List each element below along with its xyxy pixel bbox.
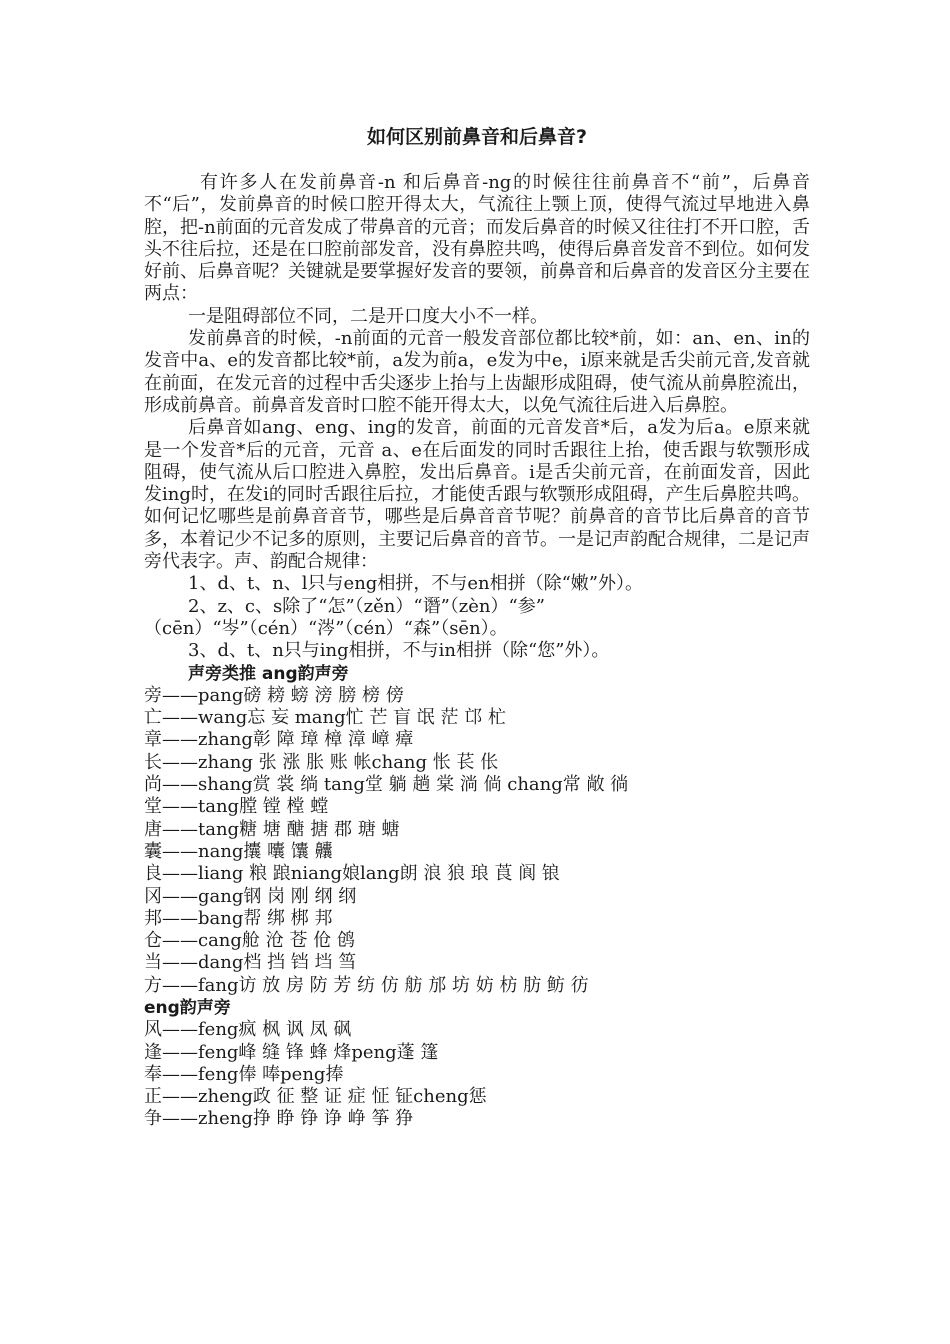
intro-paragraph: 有许多人在发前鼻音-n 和后鼻音-ng的时候往往前鼻音不“前”，后鼻音不“后”，发前鼻音的时候口腔开得太大，气流往上颚上顶，使得气流过早地进入鼻腔，把-n前面的元音发成了带鼻音的元音；而发后鼻音的时候又往往打不开口腔，舌头不往后拉，还是在口腔前部发音，没有鼻腔共鸣，使得后鼻音发音不到位。如何发好前、后鼻音呢？关键就是要掌握好发音的要领，前鼻音和后鼻音的发音区分主要在两点： (144, 172, 810, 305)
rule-3: 3、d、t、n只与ing相拼，不与in相拼（除“您”外）。 (188, 640, 610, 662)
list-item: 冈——gang钢 岗 刚 纲 纲 (144, 885, 357, 907)
list-item: 章——zhang彰 障 璋 樟 漳 嶂 瘴 (144, 729, 414, 751)
front-nasal-paragraph: 发前鼻音的时候，-n前面的元音一般发音部位都比较*前，如：an、en、in的发音中a、e的发音都比较*前，a发为前a，e发为中e，i原来就是舌尖前元音,发音就在前面，在发元音的过程中舌尖逐步上抬与上齿龈形成阻碍，使气流从前鼻腔流出，形成前鼻音。前鼻音发音时口腔不能开得太大，以免气流往后进入后鼻腔。 (144, 328, 810, 416)
rule-2: 2、z、c、s除了“怎”（zěn）“谮”（zèn）“参” (188, 595, 545, 617)
list-item: 正——zheng政 征 整 证 症 怔 钲cheng惩 (144, 1086, 487, 1108)
list-item: 亡——wang忘 妄 mang忙 芒 盲 氓 茫 邙 杧 (144, 707, 506, 729)
document-page (144, 124, 810, 1131)
back-nasal-paragraph: 后鼻音如ang、eng、ing的发音，前面的元音发音*后，a发为后a。e原来就是一个发音*后的元音，元音 a、e在后面发的同时舌跟往上抬，使舌跟与软颚形成阻碍，使气流从后口腔进入鼻腔，发出后鼻音。i是舌尖前元音，在前面发音，因此发ing时，在发i的同时舌跟往后拉，才能使舌跟与软颚形成阻碍，产生后鼻腔共鸣。如何记忆哪些是前鼻音音节，哪些是后鼻音音节呢？前鼻音的音节比后鼻音的音节多，本着记少不记多的原则，主要记后鼻音的音节。一是记声韵配合规律，二是记声旁代表字。声、韵配合规律： (144, 417, 810, 573)
list-item: 仓——cang舱 沧 苍 伧 鸧 (144, 930, 355, 952)
two-points-paragraph: 一是阻碍部位不同，二是开口度大小不一样。 (188, 305, 548, 327)
list-item: 争——zheng挣 睁 铮 诤 峥 筝 狰 (144, 1108, 414, 1130)
list-item: 风——feng疯 枫 讽 凤 砜 (144, 1019, 352, 1041)
eng-section-heading: eng韵声旁 (144, 997, 231, 1018)
rule-1: 1、d、t、n、l只与eng相拼，不与en相拼（除“嫩”外）。 (188, 573, 643, 595)
list-item: 方——fang访 放 房 防 芳 纺 仿 舫 邡 坊 妨 枋 肪 鲂 彷 (144, 974, 589, 996)
ang-section-heading: 声旁类推 ang韵声旁 (188, 663, 349, 684)
rule-2-continued: （cēn）“岑”（cén）“涔”（cén）“森”（sēn）。 (144, 617, 508, 639)
list-item: 旁——pang磅 耪 螃 滂 膀 榜 傍 (144, 684, 404, 706)
list-item: 尚——shang赏 裳 绱 tang堂 躺 趟 棠 淌 倘 chang常 敞 徜 (144, 774, 629, 796)
list-item: 堂——tang膛 镗 樘 螳 (144, 796, 329, 818)
list-item: 奉——feng俸 唪peng捧 (144, 1063, 344, 1085)
list-item: 良——liang 粮 踉niang娘lang朗 浪 狼 琅 莨 阆 锒 (144, 863, 560, 885)
list-item: 当——dang档 挡 铛 垱 筜 (144, 952, 357, 974)
list-item: 逢——feng峰 缝 锋 蜂 烽peng蓬 篷 (144, 1041, 439, 1063)
list-item: 邦——bang帮 绑 梆 邦 (144, 907, 333, 929)
ang-radical-list (144, 685, 810, 997)
eng-radical-list (144, 1019, 810, 1130)
list-item: 长——zhang 张 涨 胀 账 帐chang 怅 苌 伥 (144, 751, 499, 773)
list-item: 囊——nang攮 囔 馕 齉 (144, 840, 333, 862)
document-title: 如何区别前鼻音和后鼻音? (366, 126, 588, 148)
list-item: 唐——tang糖 塘 醣 搪 郡 瑭 螗 (144, 818, 400, 840)
